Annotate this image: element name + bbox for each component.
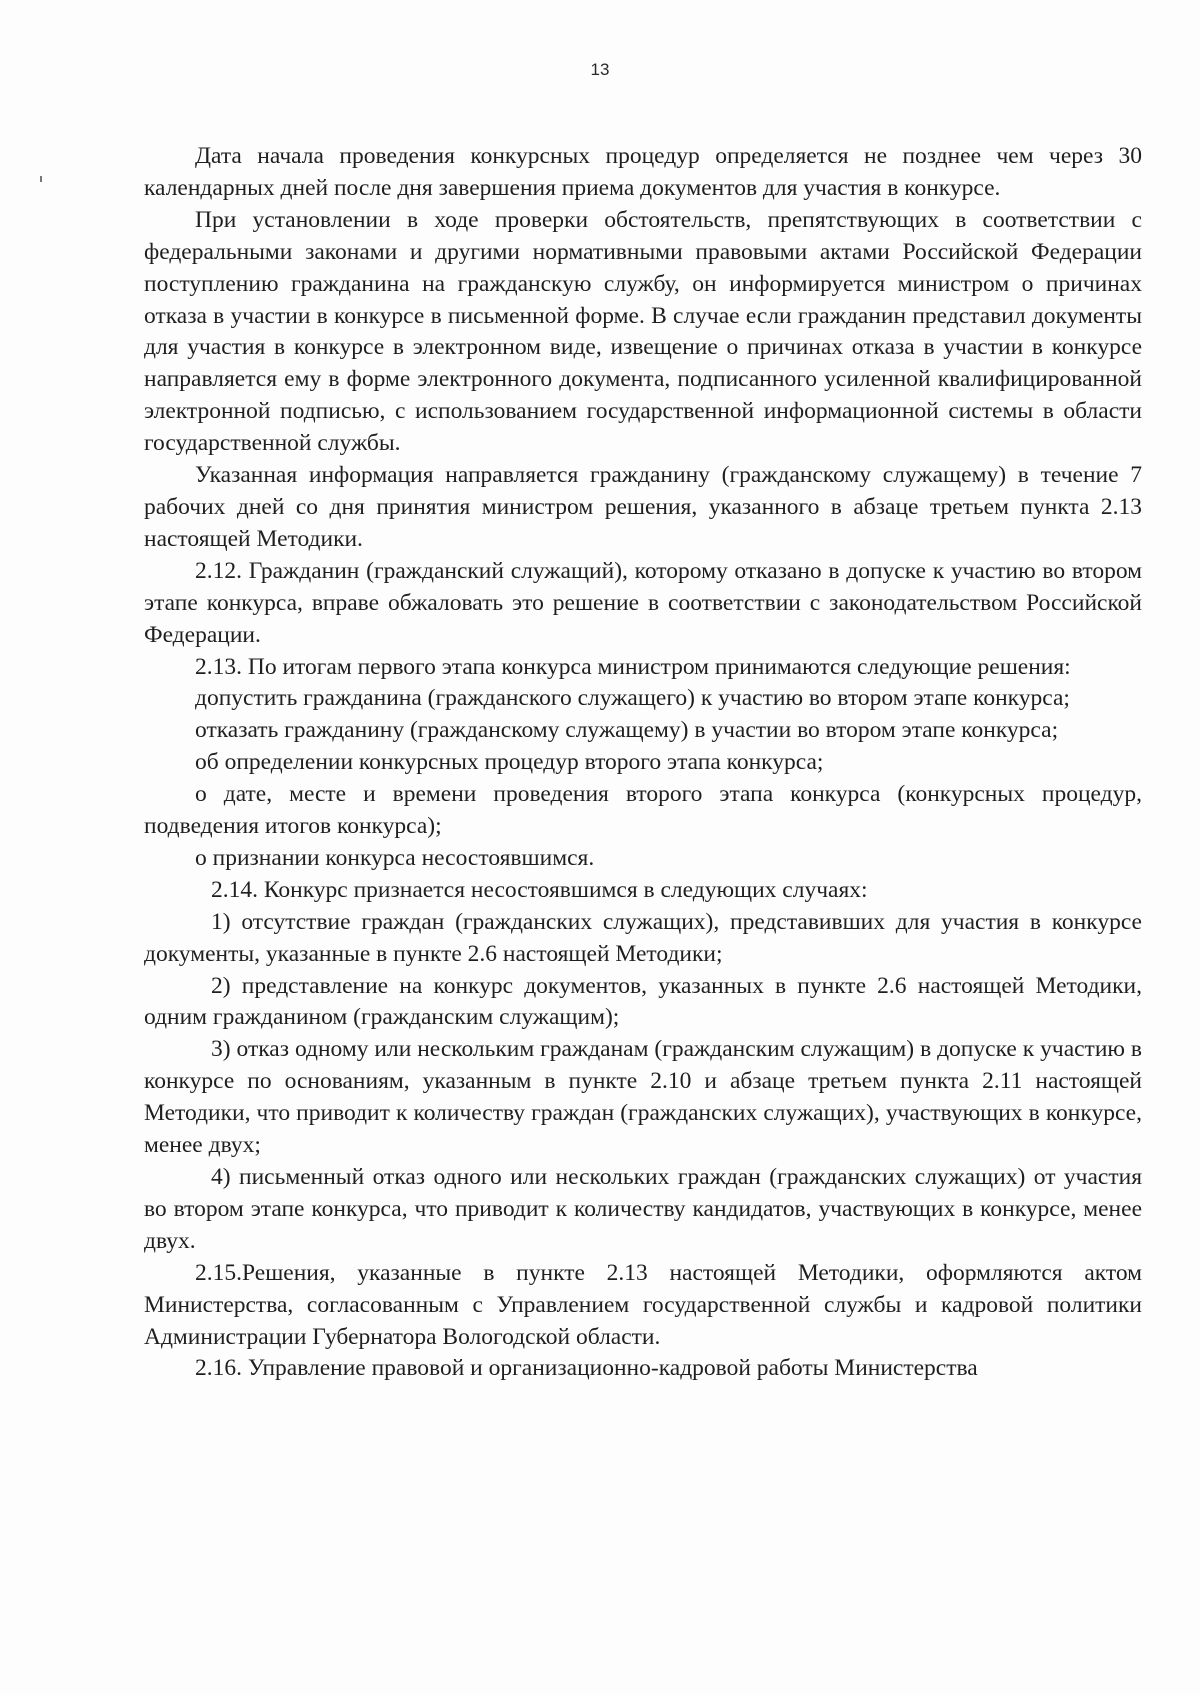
scan-mark: [40, 176, 42, 182]
paragraph-2-16: 2.16. Управление правовой и организационно-кадровой работы Министерства: [195, 1355, 978, 1382]
page-number: 13: [590, 60, 610, 79]
paragraph-refusal-notification: При установлении в ходе проверки обстоятельств, препятствующих в соответствии с федеральными законами и другими нормативными правовыми актами Российской Федерации поступлению гражданина на гражданскую службу, он информируется министром о причинах отказа в участии в конкурсе в письменной форме. В случае если гражданин представил документы для участия в конкурсе в электронном виде, извещение о причинах отказа в участии в конкурсе направляется ему в форме электронного документа, подписанного усиленной квалифицированной электронной подписью, с использованием государственной информационной системы в области государственной службы.: [144, 206, 1142, 457]
decision-date-place: о дате, месте и времени проведения второго этапа конкурса (конкурсных процедур, подведения итогов конкурса);: [144, 781, 1142, 840]
paragraph-2-13: 2.13. По итогам первого этапа конкурса министром принимаются следующие решения:: [195, 653, 1071, 680]
decision-refuse: отказать гражданину (гражданскому служащему) в участии во втором этапе конкурса;: [195, 717, 1059, 744]
paragraph-2-15: 2.15.Решения, указанные в пункте 2.13 настоящей Методики, оформляются актом Министерства, согласованным с Управлением государственной службы и кадровой политики Администрации Губернатора Вологодской области.: [144, 1259, 1142, 1350]
paragraph-2-14: 2.14. Конкурс признается несостоявшимся в следующих случаях:: [211, 876, 868, 903]
case-2: 2) представление на конкурс документов, указанных в пункте 2.6 настоящей Методики, одним гражданином (гражданским служащим);: [144, 972, 1142, 1031]
document-body: [144, 141, 1142, 1385]
decision-admit: допустить гражданина (гражданского служащего) к участию во втором этапе конкурса;: [195, 685, 1070, 712]
paragraph-contest-start-date: Дата начала проведения конкурсных процедур определяется не позднее чем через 30 календарных дней после дня завершения приема документов для участия в конкурсе.: [144, 143, 1142, 201]
case-4: 4) письменный отказ одного или нескольких граждан (гражданских служащих) от участия во втором этапе конкурса, что приводит к количеству кандидатов, участвующих в конкурсе, менее двух.: [144, 1164, 1142, 1254]
paragraph-2-12: 2.12. Гражданин (гражданский служащий), которому отказано в допуске к участию во втором этапе конкурса, вправе обжаловать это решение в соответствии с законодательством Российской Федерации.: [144, 557, 1142, 648]
decision-failed-contest: о признании конкурса несостоявшимся.: [195, 844, 595, 871]
paragraph-notification-term: Указанная информация направляется гражданину (гражданскому служащему) в течение 7 рабочих дней со дня принятия министром решения, указанного в абзаце третьем пункта 2.13 настоящей Методики.: [144, 462, 1142, 552]
case-3: 3) отказ одному или нескольким гражданам (гражданским служащим) в допуске к участию в конкурсе по основаниям, указанным в пункте 2.10 и абзаце третьем пункта 2.11 настоящей Методики, что приводит к количеству граждан (гражданских служащих), участвующих в конкурсе, менее двух;: [144, 1036, 1142, 1159]
case-1: 1) отсутствие граждан (гражданских служащих), представивших для участия в конкурсе документы, указанные в пункте 2.6 настоящей Методики;: [144, 908, 1142, 967]
decision-procedures: об определении конкурсных процедур второго этапа конкурса;: [195, 749, 824, 776]
